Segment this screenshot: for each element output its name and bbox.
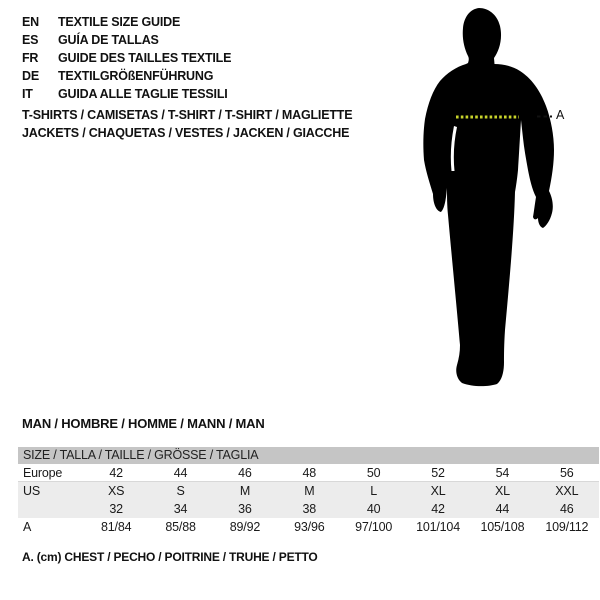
size-cell: 46 xyxy=(238,465,252,480)
size-cell: M xyxy=(304,484,315,498)
size-cell: 101/104 xyxy=(416,520,460,534)
row-label: A xyxy=(23,520,32,534)
lang-row xyxy=(22,67,231,85)
table-row-us xyxy=(18,482,599,500)
size-cell: 50 xyxy=(366,465,381,480)
size-cell: 48 xyxy=(302,465,317,480)
man-silhouette-graphic xyxy=(400,0,600,400)
size-cell: XL xyxy=(494,484,510,498)
size-table xyxy=(18,447,599,536)
table-row-europe xyxy=(18,464,599,482)
lang-label: TEXTILE SIZE GUIDE xyxy=(58,15,181,29)
size-cell: 40 xyxy=(366,502,381,516)
size-cell: M xyxy=(239,484,251,498)
section-title-man: MAN / HOMBRE / HOMME / MANN / MAN xyxy=(22,416,265,431)
size-cell: 38 xyxy=(302,502,317,516)
lang-label: GUÍA DE TALLAS xyxy=(58,33,159,47)
table-row-chest-a xyxy=(18,518,599,536)
row-label: US xyxy=(23,484,40,498)
lang-row xyxy=(22,49,231,67)
garment-categories xyxy=(22,106,352,142)
size-cell: 56 xyxy=(560,465,574,480)
lang-code: FR xyxy=(22,51,39,65)
lang-label: GUIDA ALLE TAGLIE TESSILI xyxy=(58,87,228,101)
size-cell: 42 xyxy=(431,502,445,516)
size-cell: 54 xyxy=(495,465,510,480)
category-line-tshirts: T-SHIRTS / CAMISETAS / T-SHIRT / T-SHIRT / MAGLIETTE xyxy=(22,108,353,122)
size-cell: 105/108 xyxy=(480,520,525,534)
measurement-footnote: A. (cm) CHEST / PECHO / POITRINE / TRUHE / PETTO xyxy=(22,550,318,564)
lang-code: DE xyxy=(22,69,39,83)
lang-row xyxy=(22,13,231,31)
size-cell: 97/100 xyxy=(355,520,393,534)
size-cell: 89/92 xyxy=(229,520,261,534)
size-cell: L xyxy=(370,484,378,498)
category-line-jackets: JACKETS / CHAQUETAS / VESTES / JACKEN / GIACCHE xyxy=(22,126,350,140)
table-row-uk xyxy=(18,500,599,518)
lang-row xyxy=(22,85,231,103)
size-cell: 81/84 xyxy=(101,520,132,534)
lang-label: TEXTILGRÖßENFÜHRUNG xyxy=(58,69,214,83)
size-table-header: SIZE / TALLA / TAILLE / GRÖSSE / TAGLIA xyxy=(18,447,599,464)
size-cell: 42 xyxy=(109,465,123,480)
lang-row xyxy=(22,31,231,49)
size-cell: XS xyxy=(108,484,125,498)
size-cell: XXL xyxy=(555,484,579,498)
measurement-a-label: A xyxy=(556,108,565,122)
size-cell: 36 xyxy=(238,502,252,516)
size-cell: 32 xyxy=(109,502,123,516)
lang-label: GUIDE DES TAILLES TEXTILE xyxy=(58,51,232,65)
size-cell: 93/96 xyxy=(294,520,325,534)
size-cell: 44 xyxy=(173,465,188,480)
language-guide-list xyxy=(22,13,231,103)
lang-code: IT xyxy=(22,87,33,101)
size-cell: 109/112 xyxy=(545,520,589,534)
size-cell: XL xyxy=(430,484,446,498)
size-cell: 46 xyxy=(560,502,574,516)
size-cell: 52 xyxy=(431,465,445,480)
lang-code: ES xyxy=(22,33,39,47)
size-cell: 85/88 xyxy=(165,520,196,534)
body-silhouette-shape xyxy=(423,8,554,386)
size-cell: 44 xyxy=(495,502,510,516)
man-silhouette xyxy=(400,0,600,400)
size-cell: 34 xyxy=(173,502,188,516)
size-cell: S xyxy=(176,484,185,498)
row-label: Europe xyxy=(23,465,63,480)
lang-code: EN xyxy=(22,15,39,29)
